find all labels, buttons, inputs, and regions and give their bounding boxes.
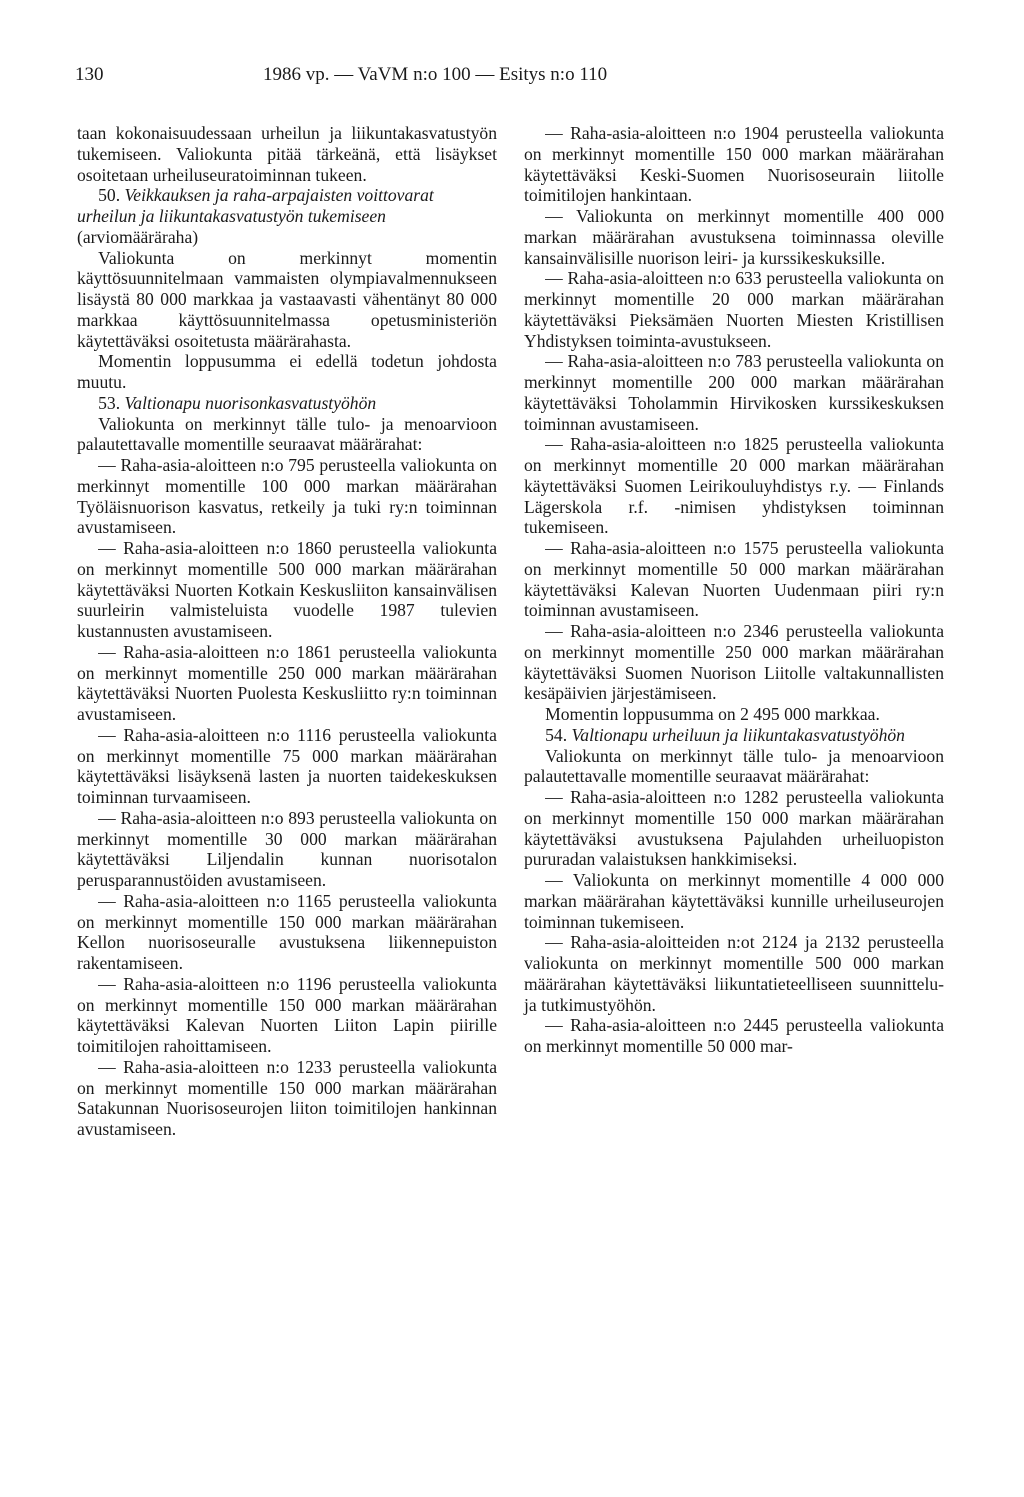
page-header [75,63,955,87]
paragraph: Valiokunta on merkinnyt tälle tulo- ja menoarvioon palautettavalle momentille seuraavat määrärahat: [524,745,944,787]
list-item: — Valiokunta on merkinnyt momentille 4 000 000 markan määrärahan käytettäväksi kunnille urheiluseurojen toiminnan tukemiseen. [524,870,944,932]
section-heading-50 [77,185,497,247]
list-item: — Raha-asia-aloitteen n:o 893 perusteella valiokunta on merkinnyt momentille 30 000 markan määrärahan käytettäväksi Liljendalin kunnan nuorisotalon perusparannustöiden avustamiseen. [77,807,497,890]
list-item: — Raha-asia-aloitteen n:o 1282 perusteella valiokunta on merkinnyt momentille 150 000 markan määrärahan käytettäväksi avustuksena Pajulahden urheiluopiston pururadan valaistuksen hankkimiseksi. [524,787,944,870]
list-item: — Valiokunta on merkinnyt momentille 400 000 markan määrärahan avustuksena toiminnassa oleville kansainvälisille nuorison leiri- ja kurssikeskuksille. [524,206,944,268]
list-item: — Raha-asia-aloitteen n:o 1860 perusteella valiokunta on merkinnyt momentille 500 000 markan määrärahan käytettäväksi Nuorten Kotkain Keskusliiton kansainvälisen suurleirin valmisteluista vuodelle 1987 tulevien kustannusten avustamiseen. [77,538,497,641]
list-item: — Raha-asia-aloitteen n:o 2346 perusteella valiokunta on merkinnyt momentille 250 000 markan määrärahan käytettäväksi Suomen Nuorison Liitolle valtakunnallisten kesäpäivien järjestämiseen. [524,621,944,704]
left-column [77,123,497,1140]
list-item: — Raha-asia-aloitteiden n:ot 2124 ja 2132 perusteella valiokunta on merkinnyt momentille 500 000 markan määrärahan käytettäväksi liikuntatieteelliseen suunnittelu- ja tutkimustyöhön. [524,932,944,1015]
list-item: — Raha-asia-aloitteen n:o 1233 perusteella valiokunta on merkinnyt momentille 150 000 markan määrärahan Satakunnan Nuorisoseurojen liiton toimitilojen hankinnan avustamiseen. [77,1056,497,1139]
paragraph: taan kokonaisuudessaan urheilun ja liikuntakasvatustyön tukemiseen. Valiokunta pitää tärkeänä, että lisäykset osoitetaan urheiluseuratoiminnan tukeen. [77,123,497,185]
list-item: — Raha-asia-aloitteen n:o 633 perusteella valiokunta on merkinnyt momentille 20 000 markan määrärahan käytettäväksi Pieksämäen Nuorten Miesten Kristillisen Yhdistyksen toiminta-avustukseen. [524,268,944,351]
section-title: Valtionapu urheiluun ja liikuntakasvatustyöhön [571,724,905,745]
page-number: 130 [75,64,104,85]
section-number: 53. [98,392,121,413]
right-column [524,123,944,1057]
list-item: — Raha-asia-aloitteen n:o 1825 perusteella valiokunta on merkinnyt momentille 20 000 markan määrärahan käytettäväksi Suomen Leirikouluyhdistys r.y. — Finlands Lägerskola r.f. -nimisen yhdistyksen toiminnan tukemiseen. [524,434,944,538]
section-heading-54 [524,725,944,746]
list-item: — Raha-asia-aloitteen n:o 783 perusteella valiokunta on merkinnyt momentille 200 000 markan määrärahan käytettäväksi Toholammin Hirvikosken kurssikeskuksen toiminnan avustamiseen. [524,351,944,434]
section-note: (arviomääräraha) [77,226,199,247]
list-item: — Raha-asia-aloitteen n:o 2445 perusteella valiokunta on merkinnyt momentille 50 000 mar- [524,1015,944,1056]
list-item: — Raha-asia-aloitteen n:o 1904 perusteella valiokunta on merkinnyt momentille 150 000 markan määrärahan käytettäväksi Keski-Suomen Nuorisoseurain liitolle toimitilojen hankintaan. [524,123,944,206]
section-title: Veikkauksen ja raha-arpajaisten voittovarat urheilun ja liikuntakasvatustyön tukemiseen [77,185,434,226]
section-heading-53 [77,393,497,414]
section-title: Valtionapu nuorisonkasvatustyöhön [124,392,377,413]
list-item: — Raha-asia-aloitteen n:o 1165 perusteella valiokunta on merkinnyt momentille 150 000 markan määrärahan Kellon nuorisoseuralle avustuksena liikennepuiston rakentamiseen. [77,890,497,973]
running-head: 1986 vp. — VaVM n:o 100 — Esitys n:o 110 [263,64,608,85]
section-number: 50. [98,185,121,206]
section-number: 54. [545,724,568,745]
list-item: — Raha-asia-aloitteen n:o 1575 perusteella valiokunta on merkinnyt momentille 50 000 markan määrärahan käytettäväksi Kalevan Nuorten Uudenmaan piiri ry:n toiminnan avustamiseen. [524,538,944,621]
paragraph: Momentin loppusumma ei edellä todetun johdosta muutu. [77,351,497,392]
paragraph: Momentin loppusumma on 2 495 000 markkaa. [545,704,880,724]
paragraph: Valiokunta on merkinnyt tälle tulo- ja menoarvioon palautettavalle momentille seuraavat määrärahat: [77,413,497,455]
list-item: — Raha-asia-aloitteen n:o 1861 perusteella valiokunta on merkinnyt momentille 250 000 markan määrärahan käytettäväksi Nuorten Puolesta Keskusliitto ry:n toiminnan avustamiseen. [77,641,497,724]
list-item: — Raha-asia-aloitteen n:o 795 perusteella valiokunta on merkinnyt momentille 100 000 markan määrärahan Työläisnuorison kasvatus, retkeily ja tuki ry:n toiminnan avustamiseen. [77,455,497,538]
list-item: — Raha-asia-aloitteen n:o 1196 perusteella valiokunta on merkinnyt momentille 150 000 markan määrärahan käytettäväksi Kalevan Nuorten Liiton Lapin piirille toimitilojen rahoittamiseen. [77,973,497,1056]
paragraph: Valiokunta on merkinnyt momentin käyttösuunnitelmaan vammaisten olympiavalmennukseen lisäystä 80 000 markkaa ja vastaavasti vähentänyt 80 000 markkaa käyttösuunnitelmassa opetusministeriön käytettäväksi osoitetusta määrärahasta. [77,247,497,351]
list-item: — Raha-asia-aloitteen n:o 1116 perusteella valiokunta on merkinnyt momentille 75 000 markan määrärahan käytettäväksi lisäyksenä lasten ja nuorten taidekeskuksen toiminnan turvaamiseen. [77,724,497,807]
